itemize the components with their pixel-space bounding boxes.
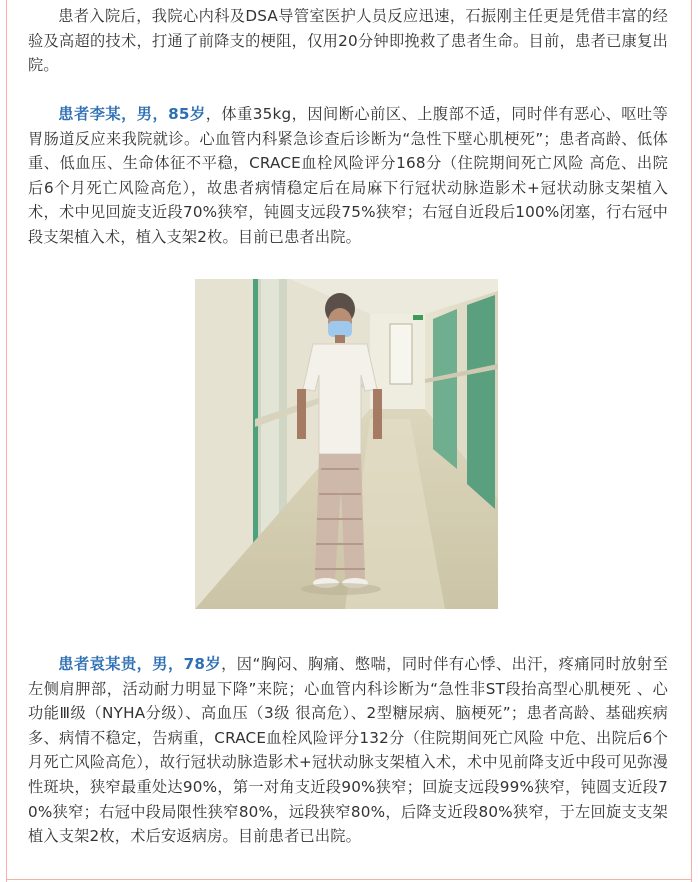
- patient-photo: [195, 279, 498, 609]
- paragraph-patient-yuan: [28, 652, 668, 849]
- patient-photo-icon: [195, 279, 498, 609]
- patient-name-highlight: 患者李某，男，85岁: [58, 105, 206, 123]
- left-border: [6, 0, 7, 882]
- paragraph-patient-li: [28, 102, 668, 250]
- paragraph-text: 患者入院后，我院心内科及DSA导管室医护人员反应迅速，石振刚主任更是凭借丰富的经验及高超的技术，打通了前降支的梗阻，仅用20分钟即挽救了患者生命。目前，患者已康复出院。: [28, 7, 668, 75]
- bottom-border: [6, 879, 692, 880]
- patient-name-highlight: 患者袁某贵，男，78岁: [58, 655, 222, 673]
- paragraph-text: ，体重35kg，因间断心前区、上腹部不适，同时伴有恶心、呕吐等胃肠道反应来我院就诊。心血管内科紧急诊查后诊断为“急性下壁心肌梗死”；患者高龄、低体重、低血压、生命体征不平稳，CRACE血栓风险评分168分（住院期间死亡风险 高危、出院后6个月死亡风险高危），故患者病情稳定后在局麻下行冠状动脉造影术+冠状动脉支架植入术，术中见回旋支近段70%狭窄，钝圆支远段75%狭窄；右冠自近段后100%闭塞，行右冠中段支架植入术，植入支架2枚。目前已患者出院。: [28, 105, 668, 246]
- paragraph-treatment-summary: [28, 4, 668, 78]
- right-border: [691, 0, 692, 882]
- paragraph-text: ，因“胸闷、胸痛、憋喘，同时伴有心悸、出汗，疼痛同时放射至左侧肩胛部，活动耐力明显下降”来院；心血管内科诊断为“急性非ST段抬高型心肌梗死 、心功能Ⅲ级（NYHA分级）、高血压（3级 很高危）、2型糖尿病、脑梗死”；患者高龄、基础疾病多、病情不稳定，告病重，CRACE血栓风险评分132分（住院期间死亡风险 中危、出院后6个月死亡风险高危），故行冠状动脉造影术+冠状动脉支架植入术，术中见前降支近中段可见弥漫性斑块，狭窄最重处达90%，第一对角支近段90%狭窄；回旋支远段99%狭窄，钝圆支近段70%狭窄；右冠中段局限性狭窄80%，远段狭窄80%，后降支近段80%狭窄，于左回旋支支架植入支架2枚，术后安返病房。目前患者已出院。: [28, 655, 668, 846]
